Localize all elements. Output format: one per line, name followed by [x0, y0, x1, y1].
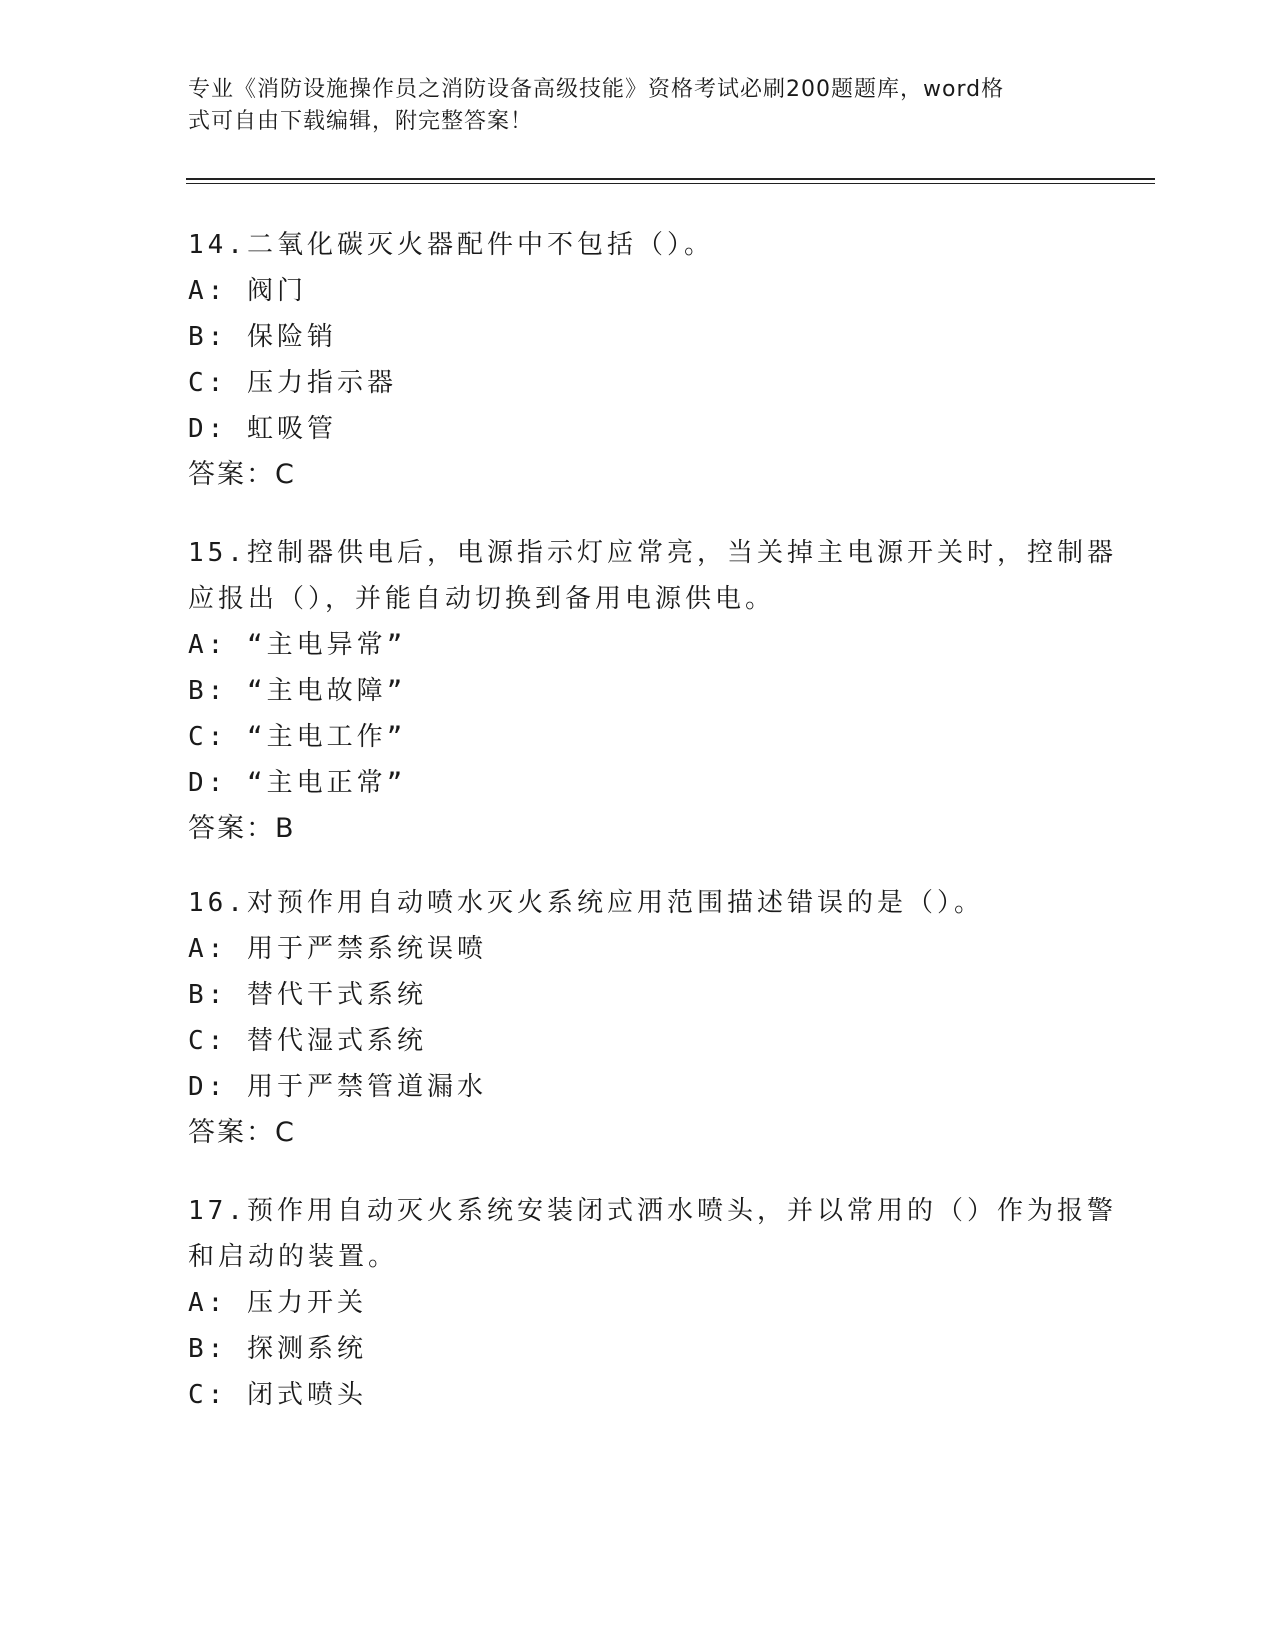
option-b: B: “主电故障”: [188, 676, 407, 706]
option-d: D: 虹吸管: [188, 414, 337, 444]
option-b: B: 保险销: [188, 322, 337, 352]
header-divider-thin: [186, 183, 1155, 184]
question-stem: 16.对预作用自动喷水灭火系统应用范围描述错误的是（）。: [188, 888, 984, 918]
question-stem: 14.二氧化碳灭火器配件中不包括（）。: [188, 230, 714, 260]
question-17: [188, 1188, 1117, 1418]
option-c: C: 压力指示器: [188, 368, 397, 398]
question-stem-continued: 和启动的装置。: [188, 1242, 399, 1272]
header-divider-thick: [186, 178, 1155, 180]
question-stem-continued: 应报出（），并能自动切换到备用电源供电。: [188, 584, 776, 614]
option-d: D: 用于严禁管道漏水: [188, 1072, 487, 1102]
option-b: B: 探测系统: [188, 1334, 367, 1364]
question-15: [188, 530, 1117, 852]
question-stem: 17.预作用自动灭火系统安装闭式洒水喷头，并以常用的（）作为报警: [188, 1196, 1117, 1226]
option-a: A: 阀门: [188, 276, 307, 306]
header-line-2: 式可自由下载编辑，附完整答案！: [188, 109, 534, 134]
answer: 答案：C: [188, 459, 296, 490]
document-header: [188, 74, 1088, 138]
option-c: C: “主电工作”: [188, 722, 407, 752]
option-a: A: “主电异常”: [188, 630, 407, 660]
option-a: A: 压力开关: [188, 1288, 367, 1318]
option-c: C: 替代湿式系统: [188, 1026, 427, 1056]
question-14: [188, 222, 1088, 498]
option-c: C: 闭式喷头: [188, 1380, 367, 1410]
option-d: D: “主电正常”: [188, 768, 407, 798]
question-16: [188, 880, 1088, 1156]
answer: 答案：B: [188, 813, 296, 844]
header-line-1: 专业《消防设施操作员之消防设备高级技能》资格考试必刷200题题库，word格: [188, 77, 1005, 102]
option-b: B: 替代干式系统: [188, 980, 427, 1010]
question-stem: 15.控制器供电后，电源指示灯应常亮，当关掉主电源开关时，控制器: [188, 538, 1117, 568]
option-a: A: 用于严禁系统误喷: [188, 934, 487, 964]
answer: 答案：C: [188, 1117, 296, 1148]
